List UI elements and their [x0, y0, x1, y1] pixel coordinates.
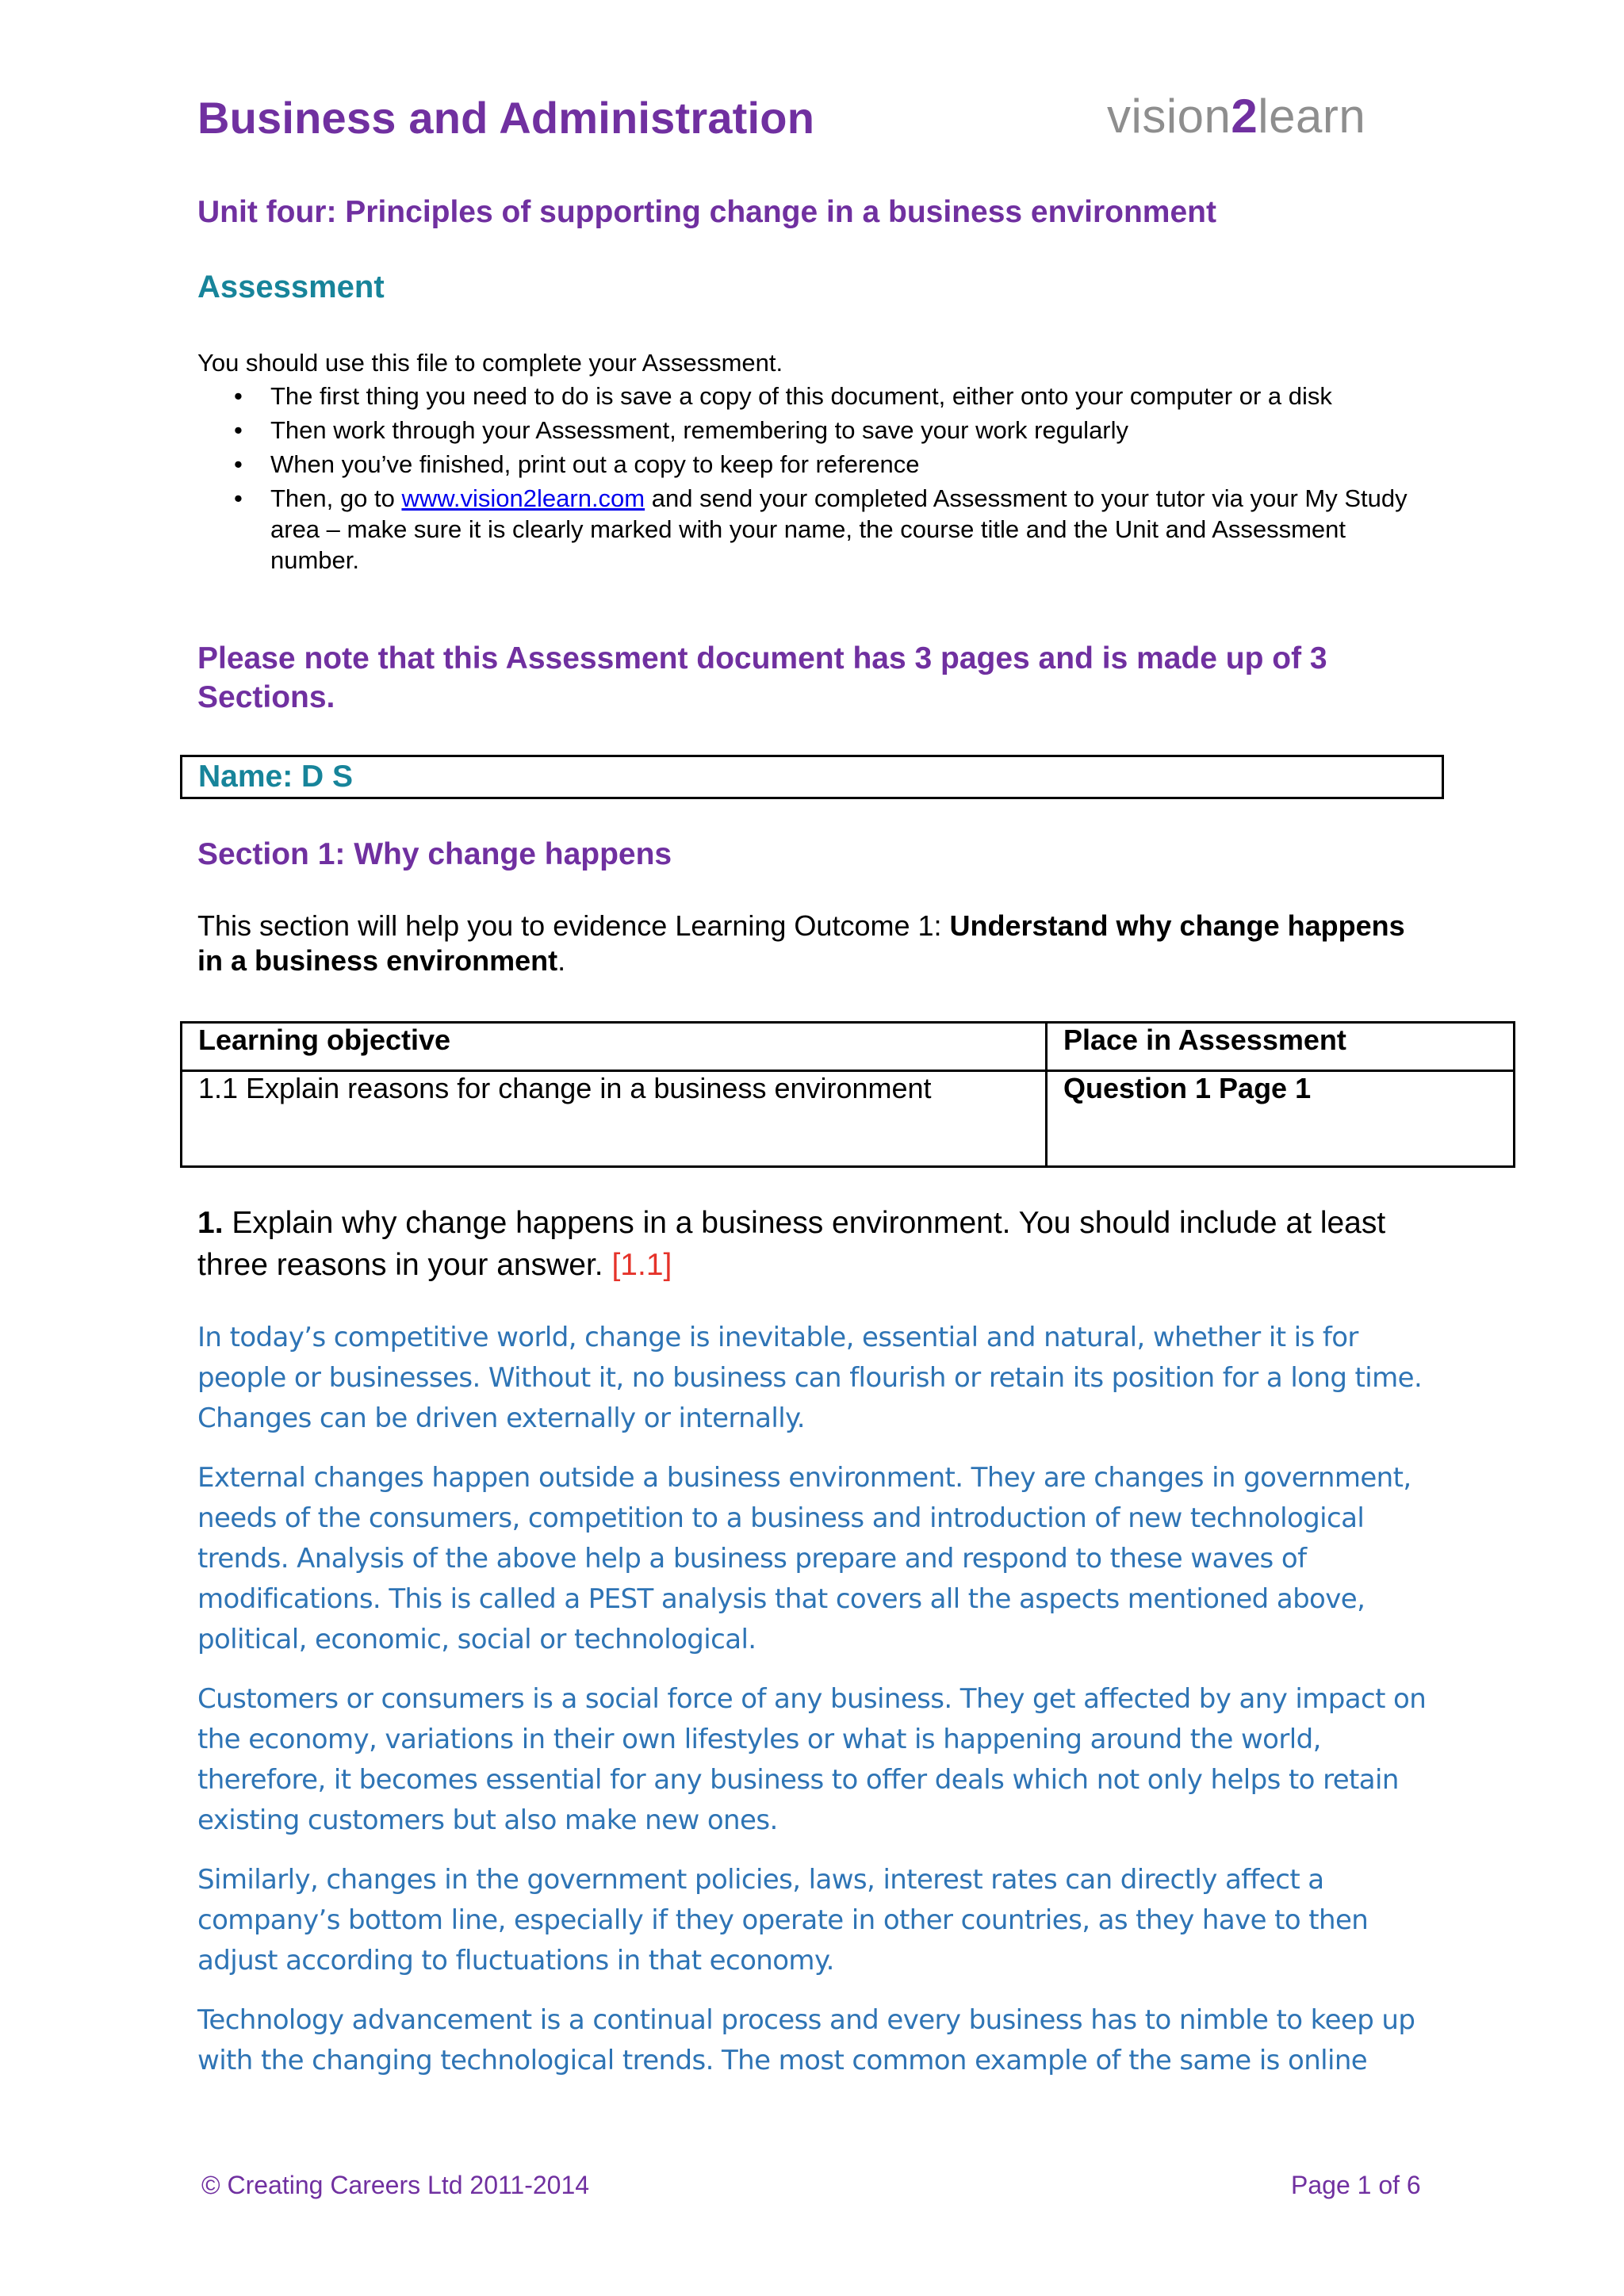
vision2learn-link[interactable]: www.vision2learn.com: [401, 484, 645, 512]
list-item-text-after: and send your completed Assessment to your tutor via your My Study area – make sure it is clearly marked with your name, the course title and the Unit and Assessment number.: [270, 484, 1408, 574]
assessment-heading: Assessment: [197, 270, 385, 304]
list-item-text: The first thing you need to do is save a copy of this document, either onto your computer or a disk: [270, 382, 1332, 410]
intro-text: You should use this file to complete your Assessment.: [197, 349, 783, 377]
logo-prefix: vision: [1107, 90, 1231, 143]
page-number: Page 1 of 6: [1291, 2171, 1421, 2199]
question-reference: [1.1]: [611, 1248, 672, 1282]
question-number: 1.: [197, 1206, 224, 1240]
list-item: [197, 483, 1419, 576]
table-row: [182, 1071, 1515, 1167]
assessment-note: Please note that this Assessment document has 3 pages and is made up of 3 Sections.: [197, 641, 1327, 714]
answer-paragraph: In today’s competitive world, change is inevitable, essential and natural, whether it is for people or businesses. Without it, no business can flourish or retain its position for a long time. Changes can be driven externally or internally.: [197, 1322, 1423, 1434]
answer-paragraph: Similarly, changes in the government policies, laws, interest rates can directly affect a company’s bottom line, especially if they operate in other countries, as they have to then adjust according to fluctuations in that economy.: [197, 1864, 1369, 1976]
name-field[interactable]: [180, 755, 1444, 799]
learning-outcome-title: Understand why change happens in a business environment: [197, 909, 1405, 977]
answer-paragraph: External changes happen outside a business environment. They are changes in government, needs of the consumers, competition to a business and introduction of new technological trends. Analysis of the above help a business prepare and respond to these waves of modifications. This is called a PEST analysis that covers all the aspects mentioned above, political, economic, social or technological.: [197, 1462, 1411, 1655]
table-cell-place: Question 1 Page 1: [1047, 1071, 1515, 1167]
table-cell-objective: 1.1 Explain reasons for change in a business environment: [182, 1071, 1047, 1167]
name-value: Name: D S: [198, 760, 354, 794]
learning-objective-table: [180, 1021, 1515, 1168]
logo-digit: 2: [1231, 90, 1258, 143]
unit-title: Unit four: Principles of supporting change in a business environment: [197, 195, 1216, 229]
answer-paragraph: Customers or consumers is a social force of any business. They get affected by any impact on the economy, variations in their own lifestyles or what is happening around the world, therefore, it becomes essential for any business to offer deals which not only helps to retain existing customers but also make new ones.: [197, 1683, 1427, 1836]
answer-area[interactable]: [197, 1318, 1450, 2100]
bullet-icon: •: [234, 484, 243, 512]
bullet-icon: •: [234, 382, 243, 410]
learning-outcome-text: [197, 909, 1434, 978]
logo-suffix: learn: [1258, 90, 1366, 143]
table-header-row: [182, 1023, 1515, 1071]
footer-copyright: © Creating Careers Ltd 2011-2014: [201, 2171, 590, 2199]
list-item: [197, 381, 1419, 411]
list-item-text: When you’ve finished, print out a copy to keep for reference: [270, 450, 920, 478]
instructions-list: [197, 381, 1419, 579]
section-heading: Section 1: Why change happens: [197, 837, 672, 871]
vision2learn-logo: [1107, 89, 1365, 144]
learning-outcome-prefix: This section will help you to evidence Learning Outcome 1:: [197, 909, 950, 942]
question-text: Explain why change happens in a business environment. You should include at least three reasons in your answer.: [197, 1206, 1386, 1282]
list-item: [197, 415, 1419, 446]
list-item-text-before: Then, go to: [270, 484, 402, 512]
learning-outcome-suffix: .: [557, 944, 566, 977]
bullet-icon: •: [234, 450, 243, 478]
column-header-place-in-assessment: Place in Assessment: [1047, 1023, 1515, 1071]
document-title: Business and Administration: [197, 93, 815, 143]
question-1: [197, 1202, 1434, 1286]
answer-paragraph: Technology advancement is a continual process and every business has to nimble to keep up with the changing technological trends. The most common example of the same is online: [197, 2004, 1415, 2076]
list-item-text: Then work through your Assessment, remembering to save your work regularly: [270, 416, 1129, 444]
bullet-icon: •: [234, 416, 243, 444]
column-header-learning-objective: Learning objective: [182, 1023, 1047, 1071]
list-item: [197, 449, 1419, 480]
